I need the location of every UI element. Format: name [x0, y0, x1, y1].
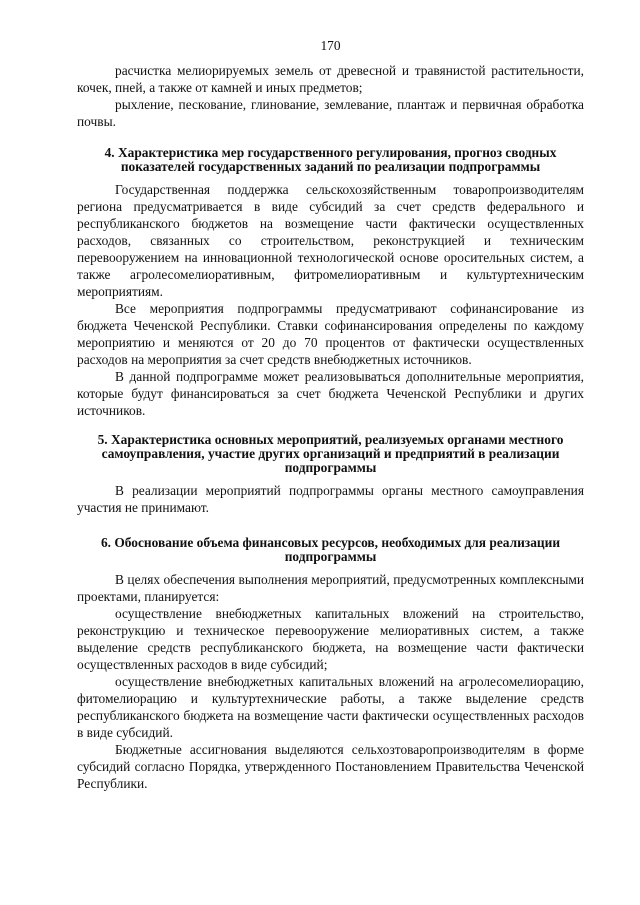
intro-paragraph-1: расчистка мелиорируемых земель от древесной и травянистой растительности, кочек, пней, а также от камней и иных предметов; — [77, 63, 584, 95]
section-5-paragraph-1: В реализации мероприятий подпрограммы органы местного самоуправления участия не принимают. — [77, 483, 584, 515]
section-4-heading: 4. Характеристика мер государственного регулирования, прогноз сводных показателей государственных заданий по реализации подпрограммы — [104, 145, 557, 174]
section-6-heading: 6. Обоснование объема финансовых ресурсов, необходимых для реализации подпрограммы — [100, 535, 561, 564]
section-4-paragraph-1: Государственная поддержка сельскохозяйственным товаропроизводителям региона предусматривается в виде субсидий за счет средств федерального и республиканского бюджетов на возмещение части фактически осуществленных расходов, связанных со строительством, реконструкцией и техническим перевооружением на инновационной технологической основе оросительных систем, а также агролесомелиоративным, фитромелиоративным и культуртехническим мероприятиям. — [77, 182, 584, 299]
section-6-paragraph-3: осуществление внебюджетных капитальных вложений на агролесомелиорацию, фитомелиорацию и культуртехнические работы, а также выделение средств республиканского бюджета на возмещение части фактически осуществленных расходов в виде субсидий. — [77, 674, 584, 740]
section-6-paragraph-1: В целях обеспечения выполнения мероприятий, предусмотренных комплексными проектами, планируется: — [77, 572, 584, 604]
section-4-paragraph-3: В данной подпрограмме может реализовываться дополнительные мероприятия, которые будут финансироваться за счет бюджета Чеченской Республики и других источников. — [77, 369, 584, 418]
section-6-paragraph-2: осуществление внебюджетных капитальных вложений на строительство, реконструкцию и техническое перевооружение мелиоративных систем, а также выделение средств республиканского бюджета, на возмещение части фактически осуществленных расходов в виде субсидий; — [77, 606, 584, 672]
intro-paragraph-2: рыхление, пескование, глинование, землевание, плантаж и первичная обработка почвы. — [77, 97, 584, 129]
section-5-heading: 5. Характеристика основных мероприятий, реализуемых органами местного самоуправления, участие других организаций и предприятий в реализации подпрограммы — [97, 432, 564, 475]
page-number: 170 — [320, 38, 341, 53]
section-4-paragraph-2: Все мероприятия подпрограммы предусматривают софинансирование из бюджета Чеченской Республики. Ставки софинансирования определены по каждому мероприятию и меняются от 20 до 70 процентов от фактически осуществленных расходов на мероприятия за счет средств внебюджетных источников. — [77, 301, 584, 367]
section-6-paragraph-4: Бюджетные ассигнования выделяются сельхозтоваропроизводителям в форме субсидий согласно Порядка, утвержденного Постановлением Правительства Чеченской Республики. — [77, 742, 584, 791]
